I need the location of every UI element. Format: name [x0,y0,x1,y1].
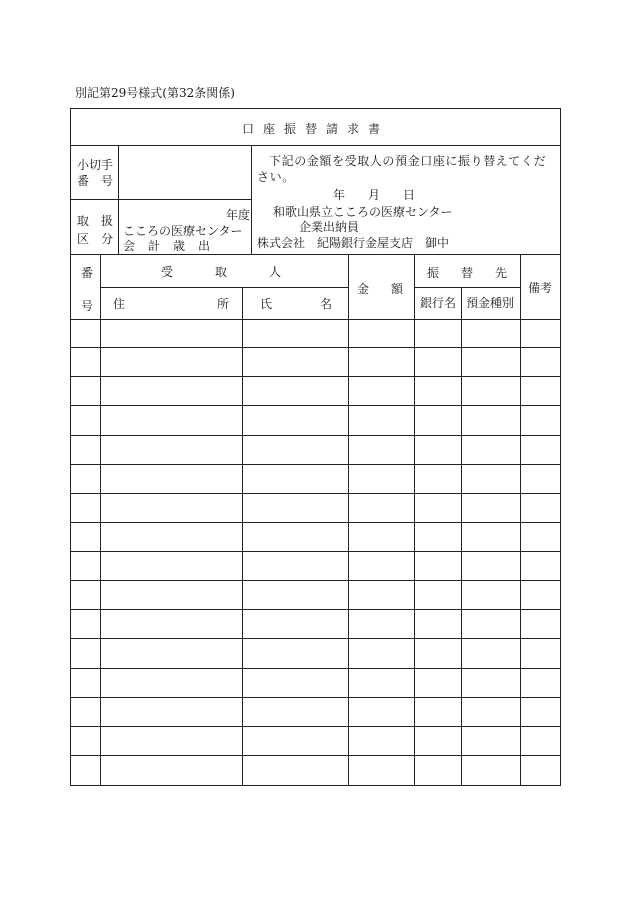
handling-org: こころの医療センター [123,224,243,238]
recipient-char-2: 取 [214,265,227,279]
transfer-char-2: 替 [460,266,473,280]
table-row[interactable] [71,494,560,523]
amount-char-2: 額 [390,282,403,296]
date-line [333,187,415,203]
table-row[interactable] [71,348,560,377]
transfer-char-1: 振 [427,266,440,280]
handling-year: 年度 [226,208,251,222]
recipient-bank: 株式会社 紀陽銀行金屋支店 御中 [257,236,450,250]
table-row[interactable] [71,377,560,406]
col-bank-name-header: 銀行名 [420,296,457,310]
table-row[interactable] [71,610,560,639]
col-transfer-to-header [427,265,507,281]
col-name-header [260,296,332,312]
transfer-char-3: 先 [494,266,507,280]
handling-label-2: 区 分 [77,232,114,246]
address-char-2: 所 [216,297,229,311]
transfer-subheader-line [414,287,520,288]
col-number-top: 番 [81,266,94,280]
handling-account: 会 計 歳 出 [123,239,211,253]
table-row[interactable] [71,523,560,552]
transfer-request-form [70,108,561,786]
form-number-label: 別記第29号様式(第32条関係) [75,86,235,100]
col-number-bottom: 号 [81,299,94,313]
recipient-char-3: 人 [268,265,281,279]
info-column-divider [251,145,252,254]
amount-char-1: 金 [357,282,370,296]
table-row[interactable] [71,581,560,610]
col-amount-header [357,281,403,297]
table-row[interactable] [71,319,560,348]
date-day-label: 日 [402,188,415,202]
recipient-subheader-line [101,287,348,288]
table-row[interactable] [71,669,560,698]
address-char-1: 住 [113,297,126,311]
name-char-2: 名 [319,297,332,311]
date-year-label: 年 [333,188,346,202]
date-month-label: 月 [367,188,380,202]
header-table-divider [71,254,560,255]
table-row[interactable] [71,639,560,668]
check-number-label-1: 小切手 [77,158,114,172]
request-text: 下記の金額を受取人の預金口座に振り替えてください。 [257,154,547,184]
table-row[interactable] [71,436,560,465]
table-row[interactable] [71,756,560,785]
col-deposit-type-header: 預金種別 [466,296,515,310]
table-row[interactable] [71,727,560,756]
check-number-label-2: 番 号 [77,174,114,188]
col-recipient-header [161,264,281,280]
table-row[interactable] [71,552,560,581]
check-handling-divider [71,199,251,200]
table-row[interactable] [71,406,560,435]
form-title: 口座振替請求書 [241,122,389,136]
handling-label-1: 取 扱 [77,214,114,228]
sender-line-2: 企業出納員 [299,220,360,234]
sender-line-1: 和歌山県立こころの医療センター [273,205,453,219]
recipient-char-1: 受 [161,265,174,279]
table-row[interactable] [71,465,560,494]
check-number-field[interactable] [119,146,251,199]
col-address-header [113,296,229,312]
col-remarks-header: 備考 [528,281,553,295]
table-row[interactable] [71,698,560,727]
name-char-1: 氏 [260,297,273,311]
